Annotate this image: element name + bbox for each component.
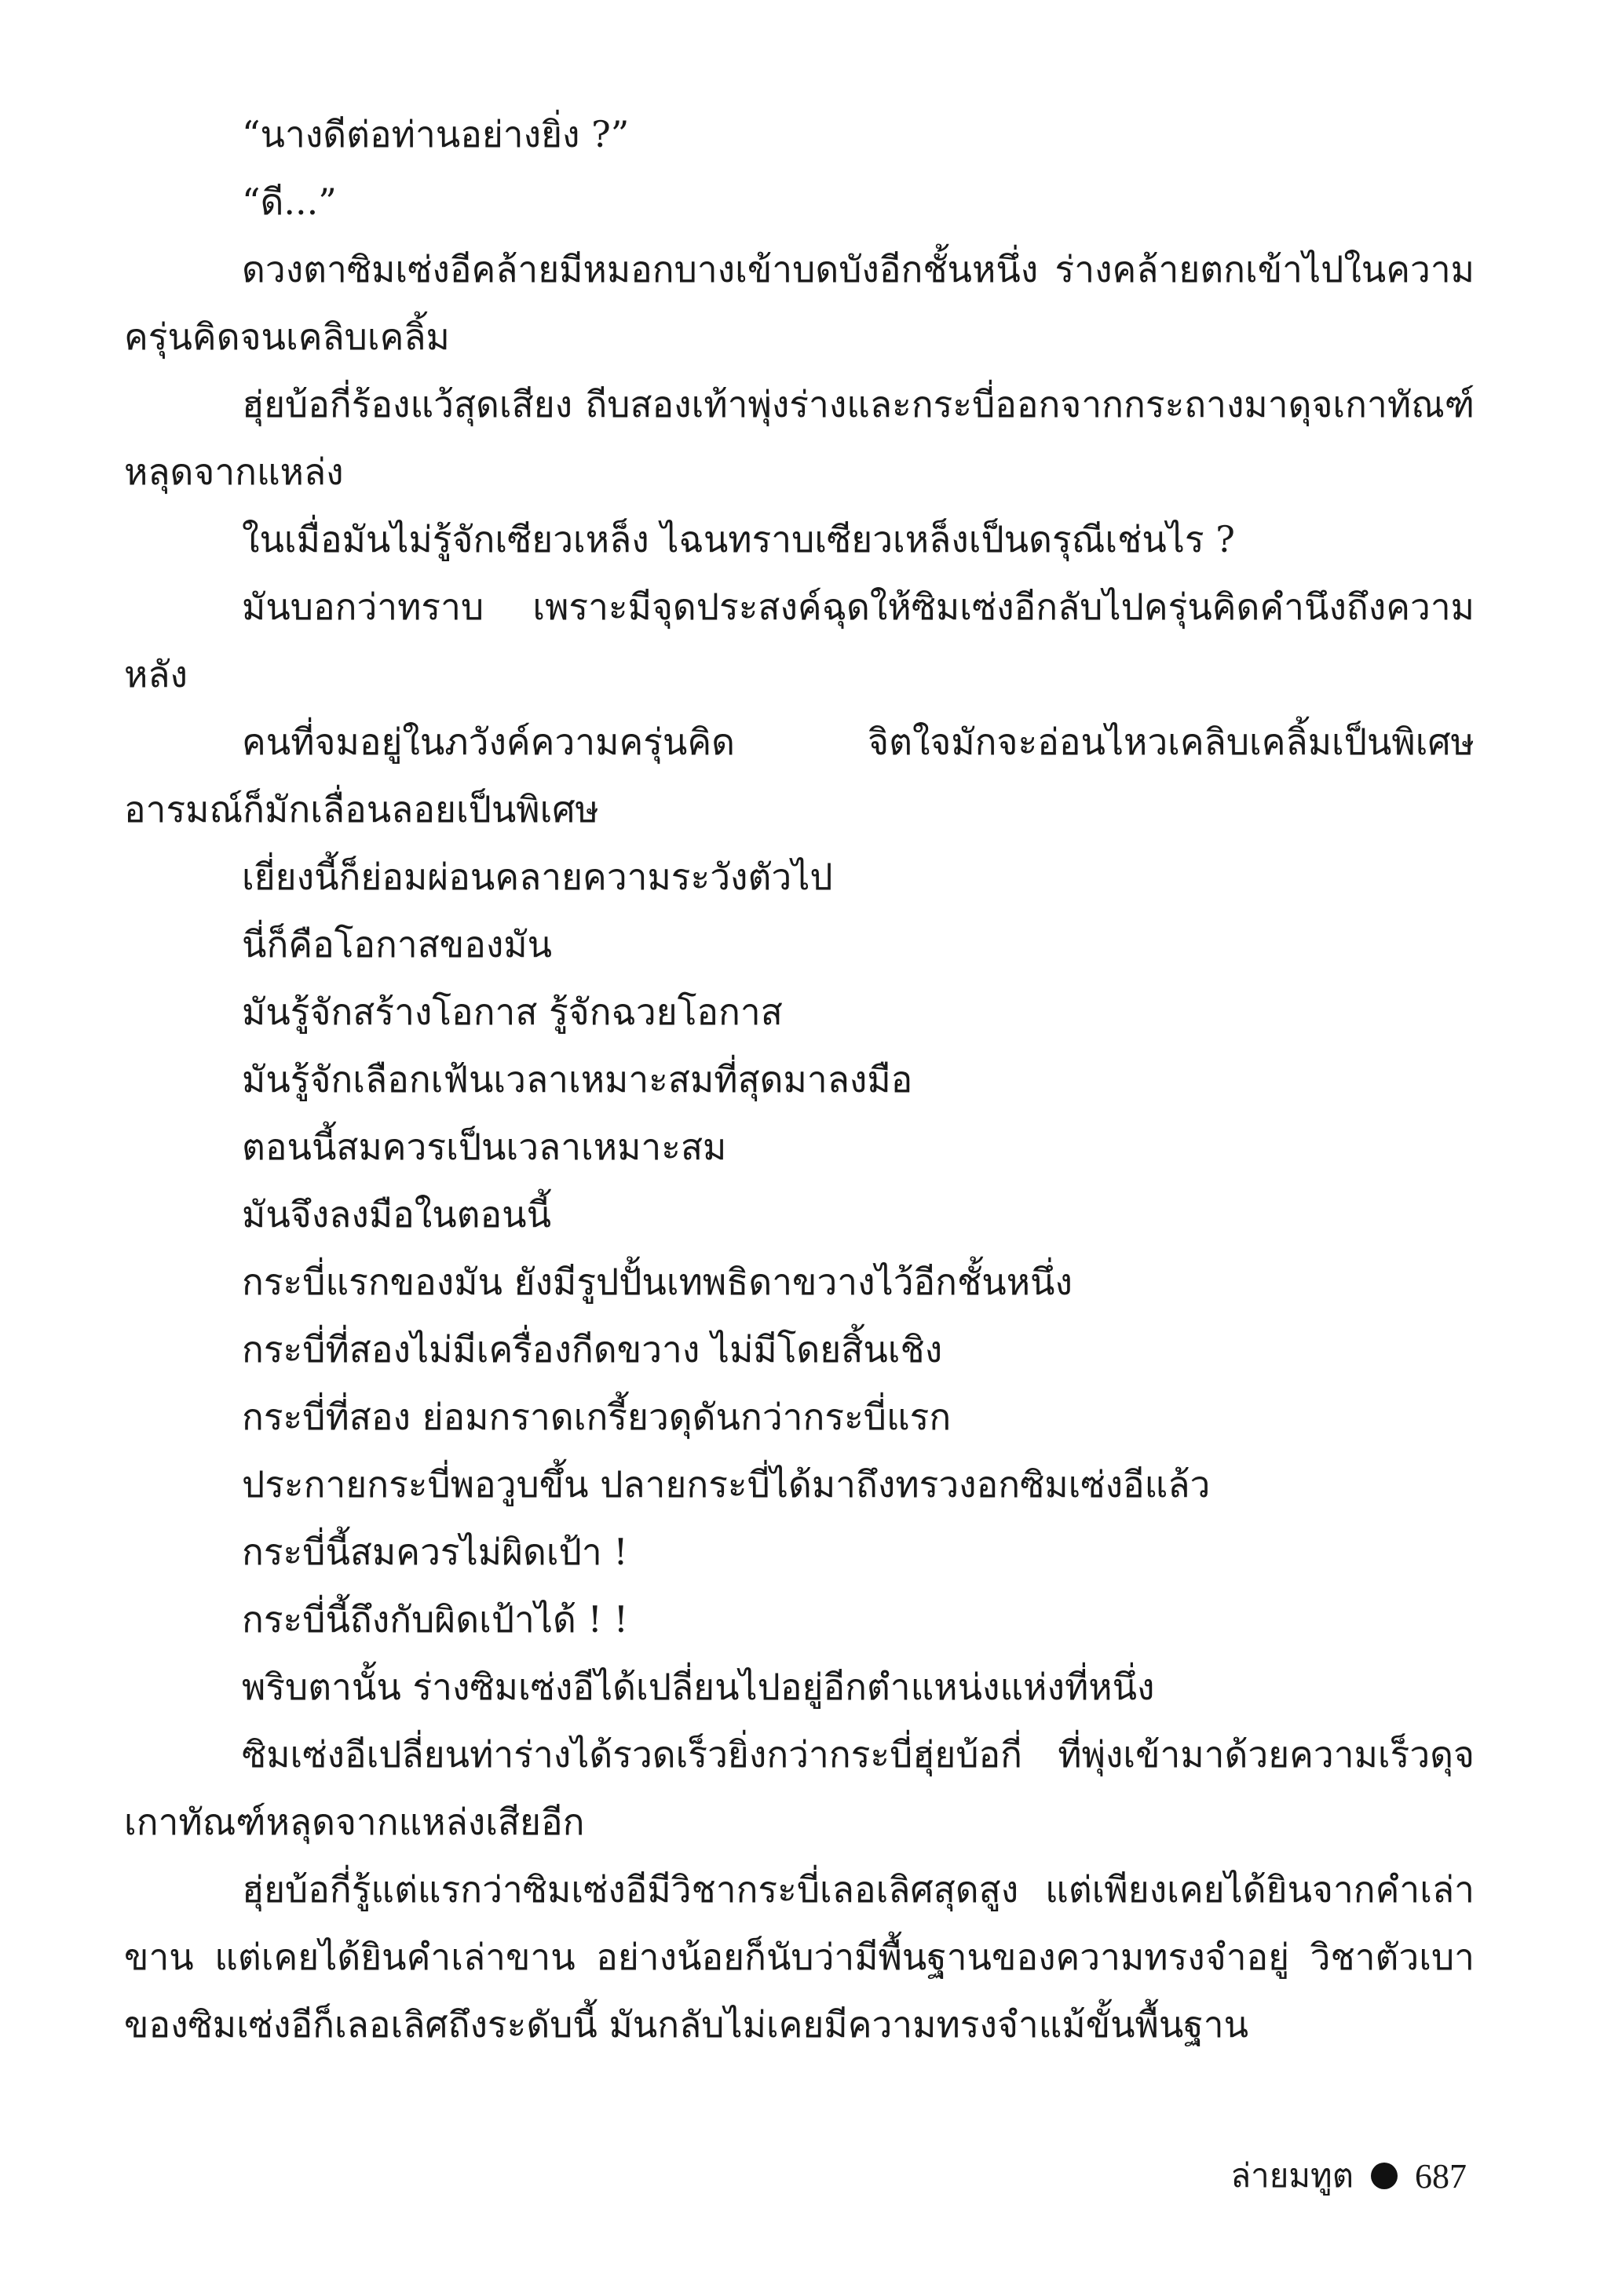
bullet-dot-icon xyxy=(1371,2163,1398,2189)
paragraph: มันบอกว่าทราบ เพราะมีจุดประสงค์ฉุดให้ซิมเซ่งอีกลับไปครุ่นคิดคำนึงถึงความหลัง xyxy=(124,586,1475,695)
paragraph: ดวงตาซิมเซ่งอีคล้ายมีหมอกบางเข้าบดบังอีกชั้นหนึ่ง ร่างคล้ายตกเข้าไปในความครุ่นคิดจนเคลิบเคลิ้ม xyxy=(124,248,1475,358)
paragraph: ฮุ่ยบ้อกี่ร้องแว้สุดเสียง ถีบสองเท้าพุ่งร่างและกระบี่ออกจากกระถางมาดุจเกาทัณฑ์หลุดจากแหล่ง xyxy=(124,383,1475,493)
paragraph: พริบตานั้น ร่างซิมเซ่งอีได้เปลี่ยนไปอยู่อีกตำแหน่งแห่งที่หนึ่ง xyxy=(242,1666,1155,1708)
paragraph: กระบี่นี้สมควรไม่ผิดเป้า ! xyxy=(242,1531,628,1573)
paragraph: มันรู้จักสร้างโอกาส รู้จักฉวยโอกาส xyxy=(242,991,783,1033)
book-title: ล่ายมทูต xyxy=(1230,2156,1354,2195)
paragraph: ซิมเซ่งอีเปลี่ยนท่าร่างได้รวดเร็วยิ่งกว่ากระบี่ฮุ่ยบ้อกี่ ที่พุ่งเข้ามาด้วยความเร็วดุจเกาทัณฑ์หลุดจากแหล่งเสียอีก xyxy=(124,1733,1475,1843)
paragraph: กระบี่แรกของมัน ยังมีรูปปั้นเทพธิดาขวางไว้อีกชั้นหนึ่ง xyxy=(242,1261,1073,1303)
paragraph: กระบี่ที่สอง ย่อมกราดเกรี้ยวดุดันกว่ากระบี่แรก xyxy=(242,1396,952,1438)
paragraph: คนที่จมอยู่ในภวังค์ความครุ่นคิด จิตใจมักจะอ่อนไหวเคลิบเคลิ้มเป็นพิเศษ อารมณ์ก็มักเลื่อนลอยเป็นพิเศษ xyxy=(124,721,1475,830)
paragraph: มันรู้จักเลือกเฟ้นเวลาเหมาะสมที่สุดมาลงมือ xyxy=(242,1058,913,1101)
paragraph: ในเมื่อมันไม่รู้จักเซียวเหล็ง ไฉนทราบเซียวเหล็งเป็นดรุณีเช่นไร ? xyxy=(242,518,1235,560)
paragraph: นี่ก็คือโอกาสของมัน xyxy=(242,923,553,965)
paragraph: ฮุ่ยบ้อกี่รู้แต่แรกว่าซิมเซ่งอีมีวิชากระบี่เลอเลิศสุดสูง แต่เพียงเคยได้ยินจากคำเล่าขาน แต่เคยได้ยินคำเล่าขาน อย่างน้อยก็นับว่ามีพื้นฐานของความทรงจำอยู่ วิชาตัวเบาของซิมเซ่งอีก็เลอเลิศถึงระดับนี้ มันกลับไม่เคยมีความทรงจำแม้ขั้นพื้นฐาน xyxy=(124,1868,1475,2046)
paragraph: เยี่ยงนี้ก็ย่อมผ่อนคลายความระวังตัวไป xyxy=(242,856,833,898)
paragraph: ตอนนี้สมควรเป็นเวลาเหมาะสม xyxy=(242,1126,727,1168)
page-footer xyxy=(1230,2152,1467,2199)
paragraph: ประกายกระบี่พอวูบขึ้น ปลายกระบี่ได้มาถึงทรวงอกซิมเซ่งอีแล้ว xyxy=(242,1463,1211,1506)
paragraph: “ดี...” xyxy=(242,181,337,223)
paragraph: กระบี่นี้ถึงกับผิดเป้าได้ ! ! xyxy=(242,1598,629,1641)
page-number: 687 xyxy=(1415,2156,1467,2196)
body-text xyxy=(124,100,1475,2058)
paragraph: “นางดีต่อท่านอย่างยิ่ง ?” xyxy=(242,113,630,155)
paragraph: กระบี่ที่สองไม่มีเครื่องกีดขวาง ไม่มีโดยสิ้นเชิง xyxy=(242,1328,943,1371)
paragraph: มันจึงลงมือในตอนนี้ xyxy=(242,1193,552,1236)
